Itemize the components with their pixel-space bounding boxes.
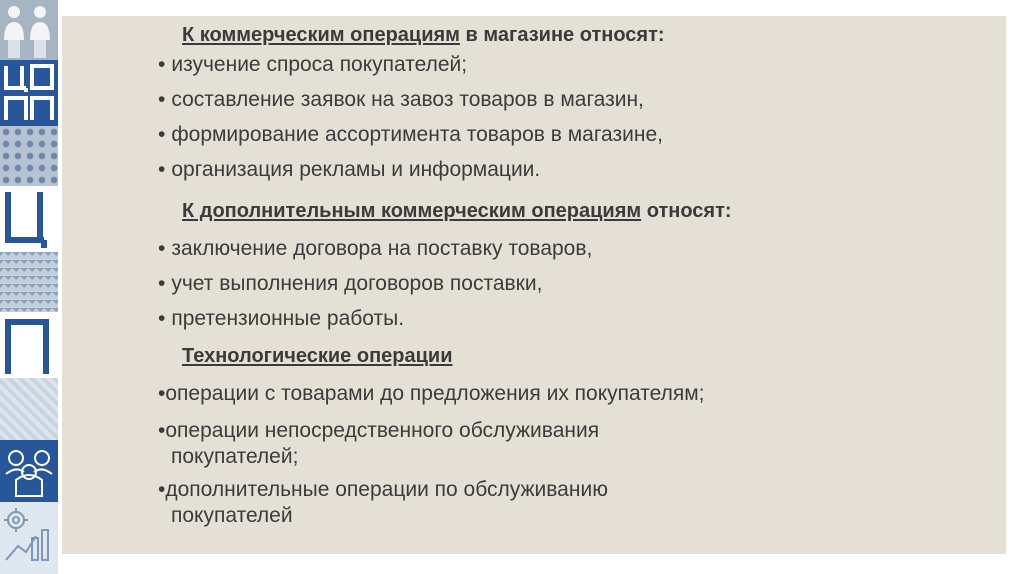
list-item [158, 236, 998, 271]
bullet: • [158, 382, 166, 405]
bullet: • [158, 158, 166, 181]
list-item-text: учет выполнения договоров поставки, [171, 272, 543, 295]
content-panel [62, 16, 1006, 554]
list-item-text-continued: покупателей; [171, 445, 299, 468]
section-heading-underlined: К коммерческим операциям [182, 24, 460, 46]
people-silhouettes-icon [0, 0, 58, 60]
list-item-text: составление заявок на завоз товаров в магазин, [171, 88, 644, 111]
bullet: • [158, 237, 166, 260]
section-heading-commercial [182, 22, 998, 52]
list-item-text: претензионные работы. [171, 307, 405, 330]
list-item-text: операции непосредственного обслуживания [165, 419, 600, 442]
list-item [158, 306, 998, 341]
bullet: • [158, 123, 166, 146]
section-heading-additional [182, 192, 998, 236]
list-item-text-continued: покупателей [171, 504, 293, 527]
list-item [158, 477, 998, 536]
list-item-text: формирование ассортимента товаров в магазине, [171, 123, 663, 146]
section-heading-rest: относят: [641, 200, 732, 222]
triangle-pattern-tile [0, 252, 58, 312]
list-item [158, 381, 998, 418]
section-heading-rest: в магазине относят: [459, 24, 665, 46]
bullet: • [158, 478, 166, 501]
section-heading-underlined: Технологические операции [182, 345, 453, 367]
list-item-text: заключение договора на поставку товаров, [171, 237, 593, 260]
logo-letters-tile [0, 60, 58, 126]
list-item [158, 271, 998, 306]
bullet: • [158, 53, 166, 76]
bullet: • [158, 272, 166, 295]
list-item [158, 87, 998, 122]
list-item [158, 157, 998, 192]
section-heading-technological [182, 341, 998, 381]
list-item [158, 418, 998, 477]
content-body [158, 22, 998, 536]
decorative-strip [0, 0, 58, 574]
list-item-text: операции с товарами до предложения их покупателям; [165, 382, 705, 405]
list-item [158, 52, 998, 87]
bullet: • [158, 307, 166, 330]
bullet: • [158, 419, 166, 442]
list-item-text: организация рекламы и информации. [171, 158, 541, 181]
letter-p-tile [0, 312, 58, 378]
gear-chart-icon [0, 502, 58, 574]
section-heading-underlined: К дополнительным коммерческим операциям [182, 200, 642, 222]
list-item-text: дополнительные операции по обслуживанию [165, 478, 608, 501]
dot-pattern-tile [0, 126, 58, 186]
team-people-icon [0, 440, 58, 502]
list-item-text: изучение спроса покупателей; [171, 53, 468, 76]
diagonal-pattern-tile [0, 378, 58, 440]
letter-c-tile [0, 186, 58, 252]
bullet: • [158, 88, 166, 111]
list-item [158, 122, 998, 157]
